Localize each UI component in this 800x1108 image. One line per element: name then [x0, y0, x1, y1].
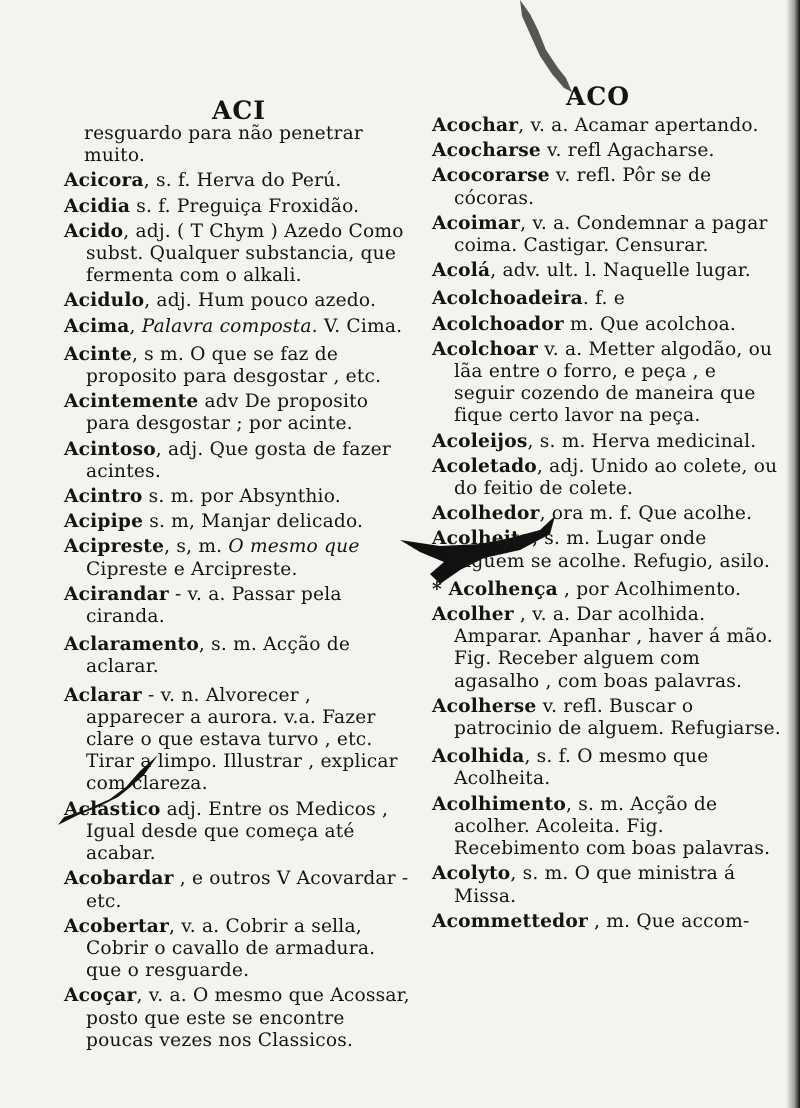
entry: Acocorarse v. refl. Pôr se de cócoras.	[432, 165, 712, 209]
entry: Acidia s. f. Preguiça Froxidão.	[64, 195, 360, 217]
entry: Acintemente adv De proposito para desgostar ; por acinte.	[64, 391, 369, 435]
entry: Acolchoar v. a. Metter algodão, ou lãa entre o forro, e peça , e seguir cozendo de maneira que fique certo lavor na peça.	[432, 338, 773, 427]
entry: Acolher , v. a. Dar acolhida. Amparar. Apanhar , haver á mão. Fig. Receber alguem com agasalho , com boas palavras.	[432, 604, 773, 692]
running-head-left: ACI	[212, 96, 266, 125]
entry: Acinte, s m. O que se faz de proposito para desgostar , etc.	[64, 343, 382, 388]
entry: Acolchoadeira. f. e	[432, 288, 625, 310]
entry: Acoletado, adj. Unido ao colete, ou do feitio de colete.	[432, 455, 778, 500]
entry: Acolheita, s. m. Lugar onde alguem se acolhe. Refugio, asilo.	[432, 528, 770, 572]
entry: Acolhedor, ora m. f. Que acolhe.	[432, 503, 753, 525]
running-head-right: ACO	[566, 82, 631, 111]
entry: Acocharse v. refl Agacharse.	[432, 140, 715, 162]
entry: Acidulo, adj. Hum pouco azedo.	[64, 290, 377, 312]
entry: * Acolhença , por Acolhimento.	[432, 578, 742, 600]
entry: Acicora, s. f. Herva do Perú.	[64, 170, 342, 192]
entry: Acolhimento, s. m. Acção de acolher. Acoleita. Fig. Recebimento com boas palavras.	[432, 793, 771, 860]
entry: Acima, Palavra composta. V. Cima.	[64, 315, 403, 337]
entry: Acolchoador m. Que acolchoa.	[432, 313, 737, 335]
right-column	[432, 115, 782, 936]
entry: Acipipe s. m, Manjar delicado.	[64, 511, 364, 533]
entry: Acolherse v. refl. Buscar o patrocinio de alguem. Refugiarse.	[432, 695, 781, 740]
entry: Acolá, adv. ult. l. Naquelle lugar.	[432, 260, 751, 282]
entry: Acobertar, v. a. Cobrir a sella, Cobrir o cavallo de armadura. que o resguarde.	[64, 915, 376, 982]
entry: Acommettedor , m. Que accom-	[432, 910, 750, 932]
entry: Aclastico adj. Entre os Medicos , Igual desde que começa até acabar.	[64, 798, 389, 865]
entry: Acobardar , e outros V Acovardar - etc.	[64, 868, 409, 912]
entry: Acirandar - v. a. Passar pela ciranda.	[64, 583, 342, 628]
entry: Acido, adj. ( T Chym ) Azedo Como subst. Qualquer substancia, que fermenta com o alkali.	[64, 220, 404, 287]
entry: Acintro s. m. por Absynthio.	[64, 486, 341, 508]
entry: Acolhida, s. f. O mesmo que Acolheita.	[432, 746, 709, 790]
entry: Aclaramento, s. m. Acção de aclarar.	[64, 634, 351, 678]
entry: Acipreste, s, m. O mesmo que Cipreste e Arcipreste.	[64, 536, 360, 580]
left-column	[64, 123, 414, 1055]
entry: Acoçar, v. a. O mesmo que Acossar, posto que este se encontre poucas vezes nos Classicos.	[64, 985, 410, 1051]
entry: Aclarar - v. n. Alvorecer , apparecer a aurora. v.a. Fazer clare o que estava turvo , etc. Tirar a limpo. Illustrar , explicar com clareza.	[64, 684, 398, 795]
entry: Acochar, v. a. Acamar apertando.	[432, 115, 759, 136]
entry: Acintoso, adj. Que gosta de fazer acintes.	[64, 438, 391, 482]
entry: Acolyto, s. m. O que ministra á Missa.	[432, 863, 736, 907]
page-edge-shadow	[786, 0, 800, 1108]
entry: resguardo para não penetrar muito.	[84, 123, 363, 167]
entry: Acoimar, v. a. Condemnar a pagar coima. Castigar. Censurar.	[432, 212, 768, 257]
entry: Acoleijos, s. m. Herva medicinal.	[432, 430, 757, 452]
